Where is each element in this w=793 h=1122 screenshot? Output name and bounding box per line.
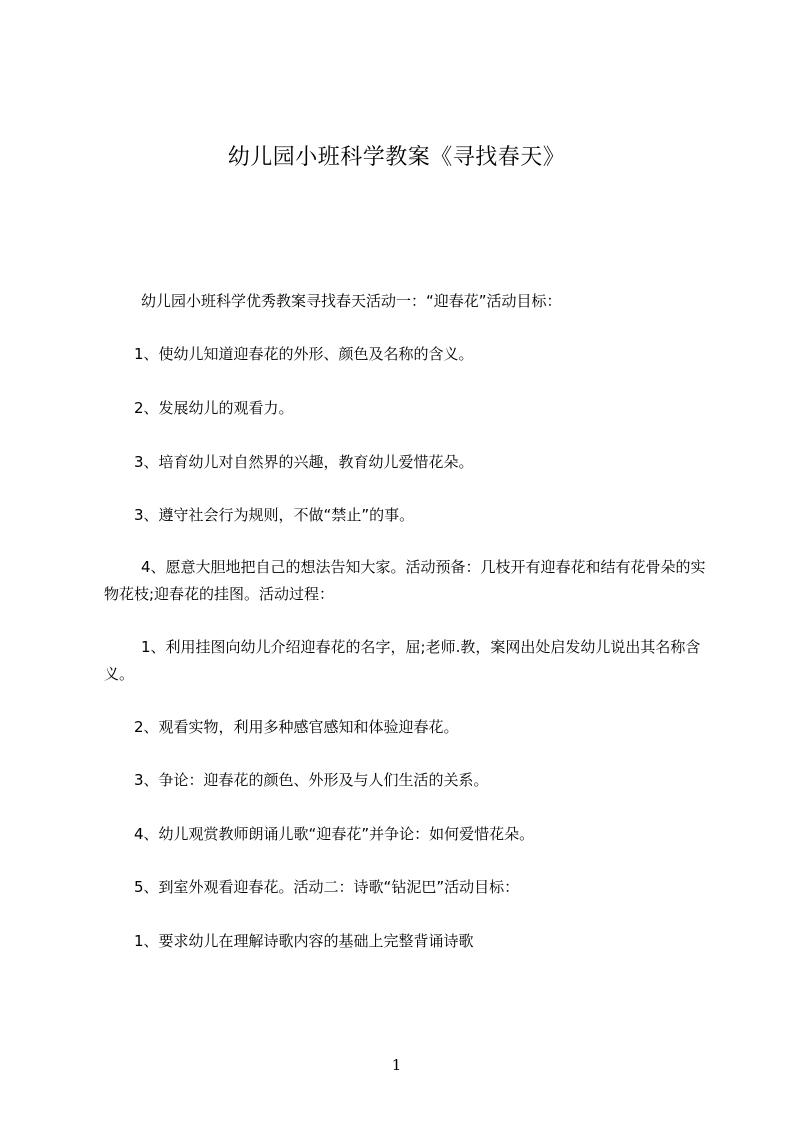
paragraph-activity-2-goal-1: 1、要求幼儿在理解诗歌内容的基础上完整背诵诗歌 — [134, 932, 474, 950]
paragraph-process-5: 5、到室外观看迎春花。活动二：诗歌“钻泥巴”活动目标： — [134, 878, 520, 896]
paragraph-goal-4: 3、遵守社会行为规则，不做“禁止”的事。 — [134, 506, 415, 524]
paragraph-process-4: 4、幼儿观赏教师朗诵儿歌“迎春花”并争论：如何爱惜花朵。 — [134, 825, 535, 843]
paragraph-process-2: 2、观看实物，利用多种感官感知和体验迎春花。 — [134, 718, 459, 736]
paragraph-goal-2: 2、发展幼儿的观看力。 — [134, 399, 294, 417]
paragraph-process-1: 1、利用挂图向幼儿介绍迎春花的名字，屈;老师.教，案网出处启发幼儿说出其名称含义。 — [104, 638, 701, 683]
paragraph-intro: 幼儿园小班科学优秀教案寻找春天活动一：“迎春花”活动目标： — [141, 292, 562, 310]
page-number: 1 — [391, 1056, 402, 1074]
paragraph-goal-5-preparation: 4、愿意大胆地把自己的想法告知大家。活动预备：几枝开有迎春花和结有花骨朵的实物花枝;迎春花的挂图。活动过程： — [104, 558, 706, 603]
document-title: 幼儿园小班科学教案《寻找春天》 — [227, 145, 566, 170]
paragraph-goal-3: 3、培育幼儿对自然界的兴趣，教育幼儿爱惜花朵。 — [134, 453, 474, 471]
paragraph-process-3: 3、争论：迎春花的颜色、外形及与人们生活的关系。 — [134, 771, 489, 789]
paragraph-goal-1: 1、使幼儿知道迎春花的外形、颜色及名称的含义。 — [134, 345, 474, 363]
